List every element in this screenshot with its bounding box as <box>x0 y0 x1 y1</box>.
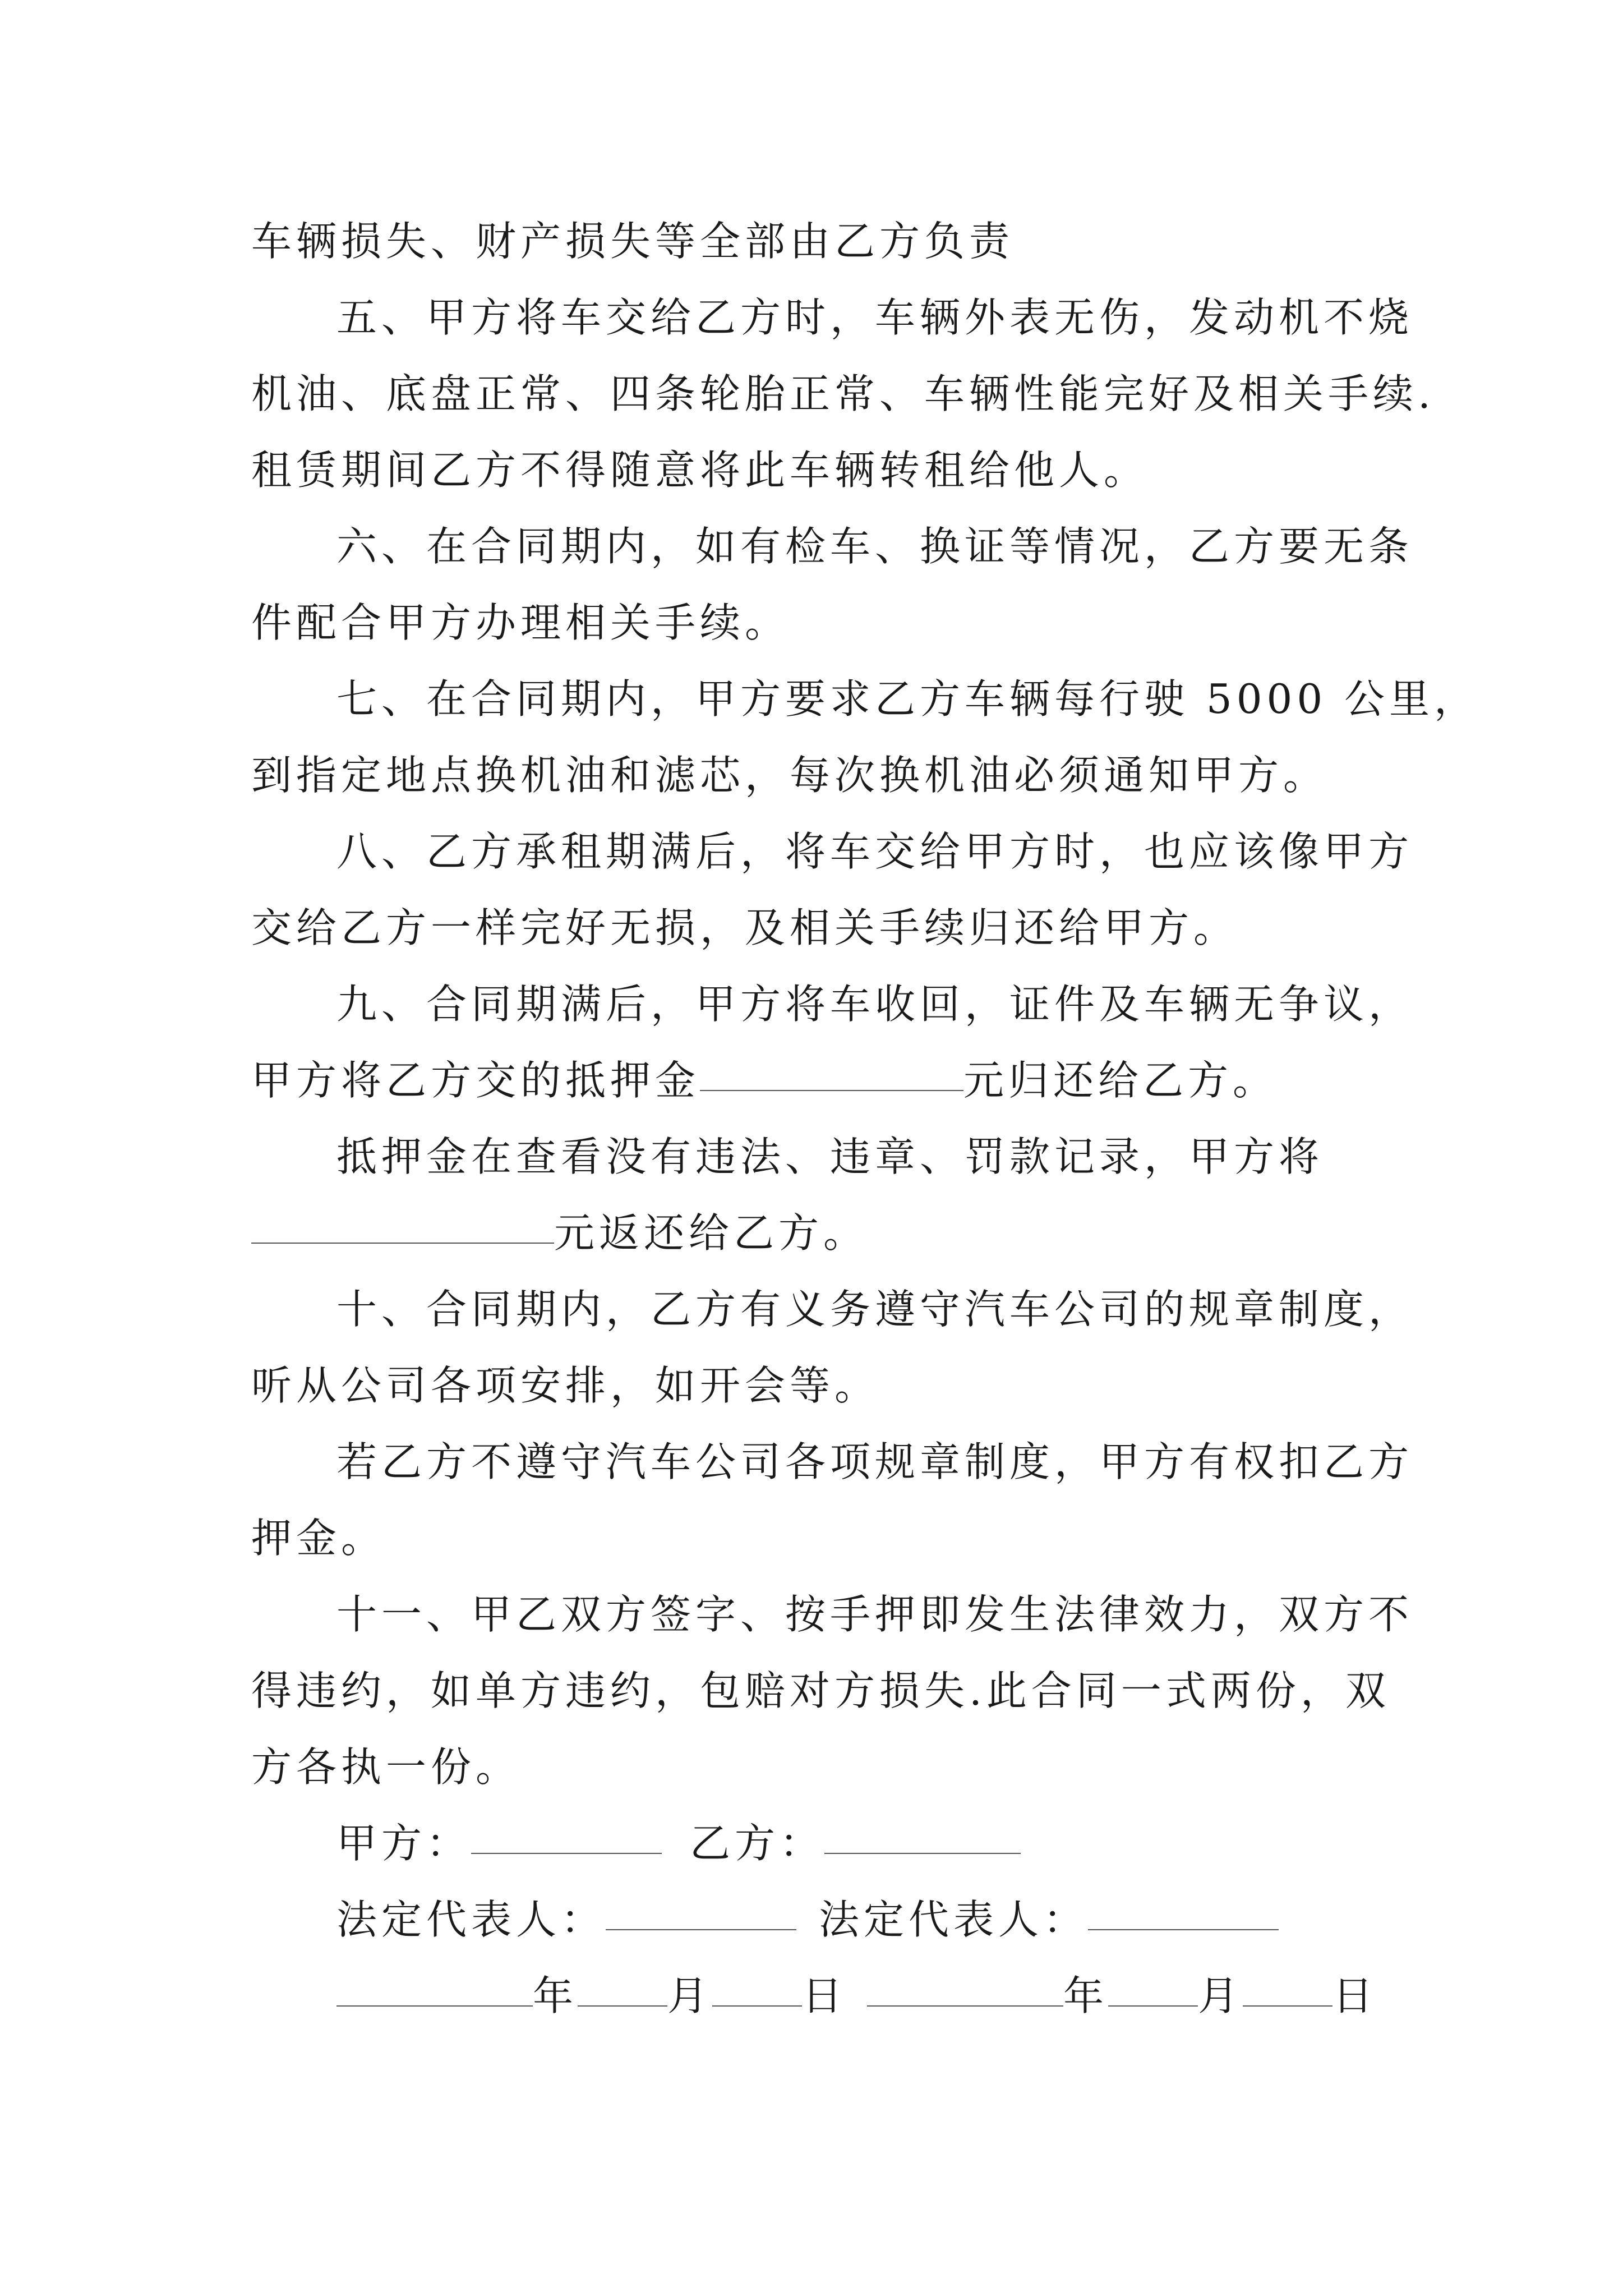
date-a-year-blank[interactable] <box>336 1965 533 2007</box>
clause-11-line-1: 十一、甲乙双方签字、按手押即发生法律效力，双方不 <box>336 1591 1414 1638</box>
penalty-line-2: 押金。 <box>251 1515 386 1562</box>
date-a-day-blank[interactable] <box>712 1965 802 2007</box>
date-b-year-blank[interactable] <box>867 1965 1063 2007</box>
party-signature-row <box>251 1805 1391 1881</box>
date-a-year-label: 年 <box>533 1972 578 2019</box>
penalty-line-1: 若乙方不遵守汽车公司各项规章制度，甲方有权扣乙方 <box>336 1438 1414 1485</box>
clause-7-line-1: 七、在合同期内，甲方要求乙方车辆每行驶 5000 公里， <box>336 675 1479 723</box>
date-a-day-label: 日 <box>802 1972 847 2019</box>
date-b-month-label: 月 <box>1198 1972 1243 2019</box>
clause-8-line-2: 交给乙方一样完好无损，及相关手续归还给甲方。 <box>251 904 1239 951</box>
rep-b-blank[interactable] <box>1088 1889 1279 1930</box>
clause-7-line-2: 到指定地点换机油和滤芯，每次换机油必须通知甲方。 <box>251 752 1329 799</box>
clause-10-line-1: 十、合同期内，乙方有义务遵守汽车公司的规章制度， <box>336 1286 1414 1333</box>
clause-5-line-1: 五、甲方将车交给乙方时，车辆外表无伤，发动机不烧 <box>336 294 1414 341</box>
contract-body <box>251 203 1479 2034</box>
clause-4-continuation: 车辆损失、财产损失等全部由乙方负责 <box>251 218 1015 265</box>
date-a-month-label: 月 <box>667 1972 713 2019</box>
clause-6-line-1: 六、在合同期内，如有检车、换证等情况，乙方要无条 <box>336 523 1414 570</box>
clause-5-line-3: 租赁期间乙方不得随意将此车辆转租给他人。 <box>251 447 1149 494</box>
clause-9-line-1: 九、合同期满后，甲方将车收回，证件及车辆无争议， <box>336 981 1414 1028</box>
party-b-label: 乙方： <box>690 1820 825 1867</box>
clause-11-line-3: 方各执一份。 <box>251 1743 521 1791</box>
date-b-month-blank[interactable] <box>1108 1965 1198 2007</box>
clause-11-line-2: 得违约，如单方违约，包赔对方损失.此合同一式两份，双 <box>251 1667 1390 1714</box>
clause-10-line-2: 听从公司各项安排，如开会等。 <box>251 1362 880 1409</box>
representative-signature-row <box>251 1881 1391 1958</box>
date-b-day-label: 日 <box>1332 1972 1378 2019</box>
rep-a-label: 法定代表人： <box>336 1896 606 1943</box>
deposit-return-amount-blank[interactable] <box>251 1202 554 1244</box>
date-b-day-blank[interactable] <box>1243 1965 1332 2007</box>
deposit-return-text: 元返还给乙方。 <box>554 1209 869 1257</box>
date-row <box>251 1958 1391 2034</box>
deposit-text-before: 甲方将乙方交的抵押金 <box>251 1057 700 1104</box>
party-b-blank[interactable] <box>824 1812 1021 1854</box>
party-a-label: 甲方： <box>336 1820 472 1867</box>
rep-b-label: 法定代表人： <box>819 1896 1089 1943</box>
date-b-year-label: 年 <box>1063 1972 1109 2019</box>
clause-9-line-2 <box>251 1042 1391 1119</box>
deposit-return-line-2 <box>251 1195 1391 1271</box>
date-a-month-blank[interactable] <box>578 1965 667 2007</box>
deposit-text-after: 元归还给乙方。 <box>963 1057 1278 1104</box>
party-a-blank[interactable] <box>471 1812 662 1854</box>
rep-a-blank[interactable] <box>606 1889 796 1930</box>
deposit-amount-blank[interactable] <box>700 1050 963 1091</box>
deposit-return-line-1: 抵押金在查看没有违法、违章、罚款记录，甲方将 <box>336 1133 1324 1180</box>
clause-6-line-2: 件配合甲方办理相关手续。 <box>251 599 790 646</box>
clause-8-line-1: 八、乙方承租期满后，将车交给甲方时，也应该像甲方 <box>336 828 1414 875</box>
clause-5-line-2: 机油、底盘正常、四条轮胎正常、车辆性能完好及相关手续. <box>251 370 1435 417</box>
